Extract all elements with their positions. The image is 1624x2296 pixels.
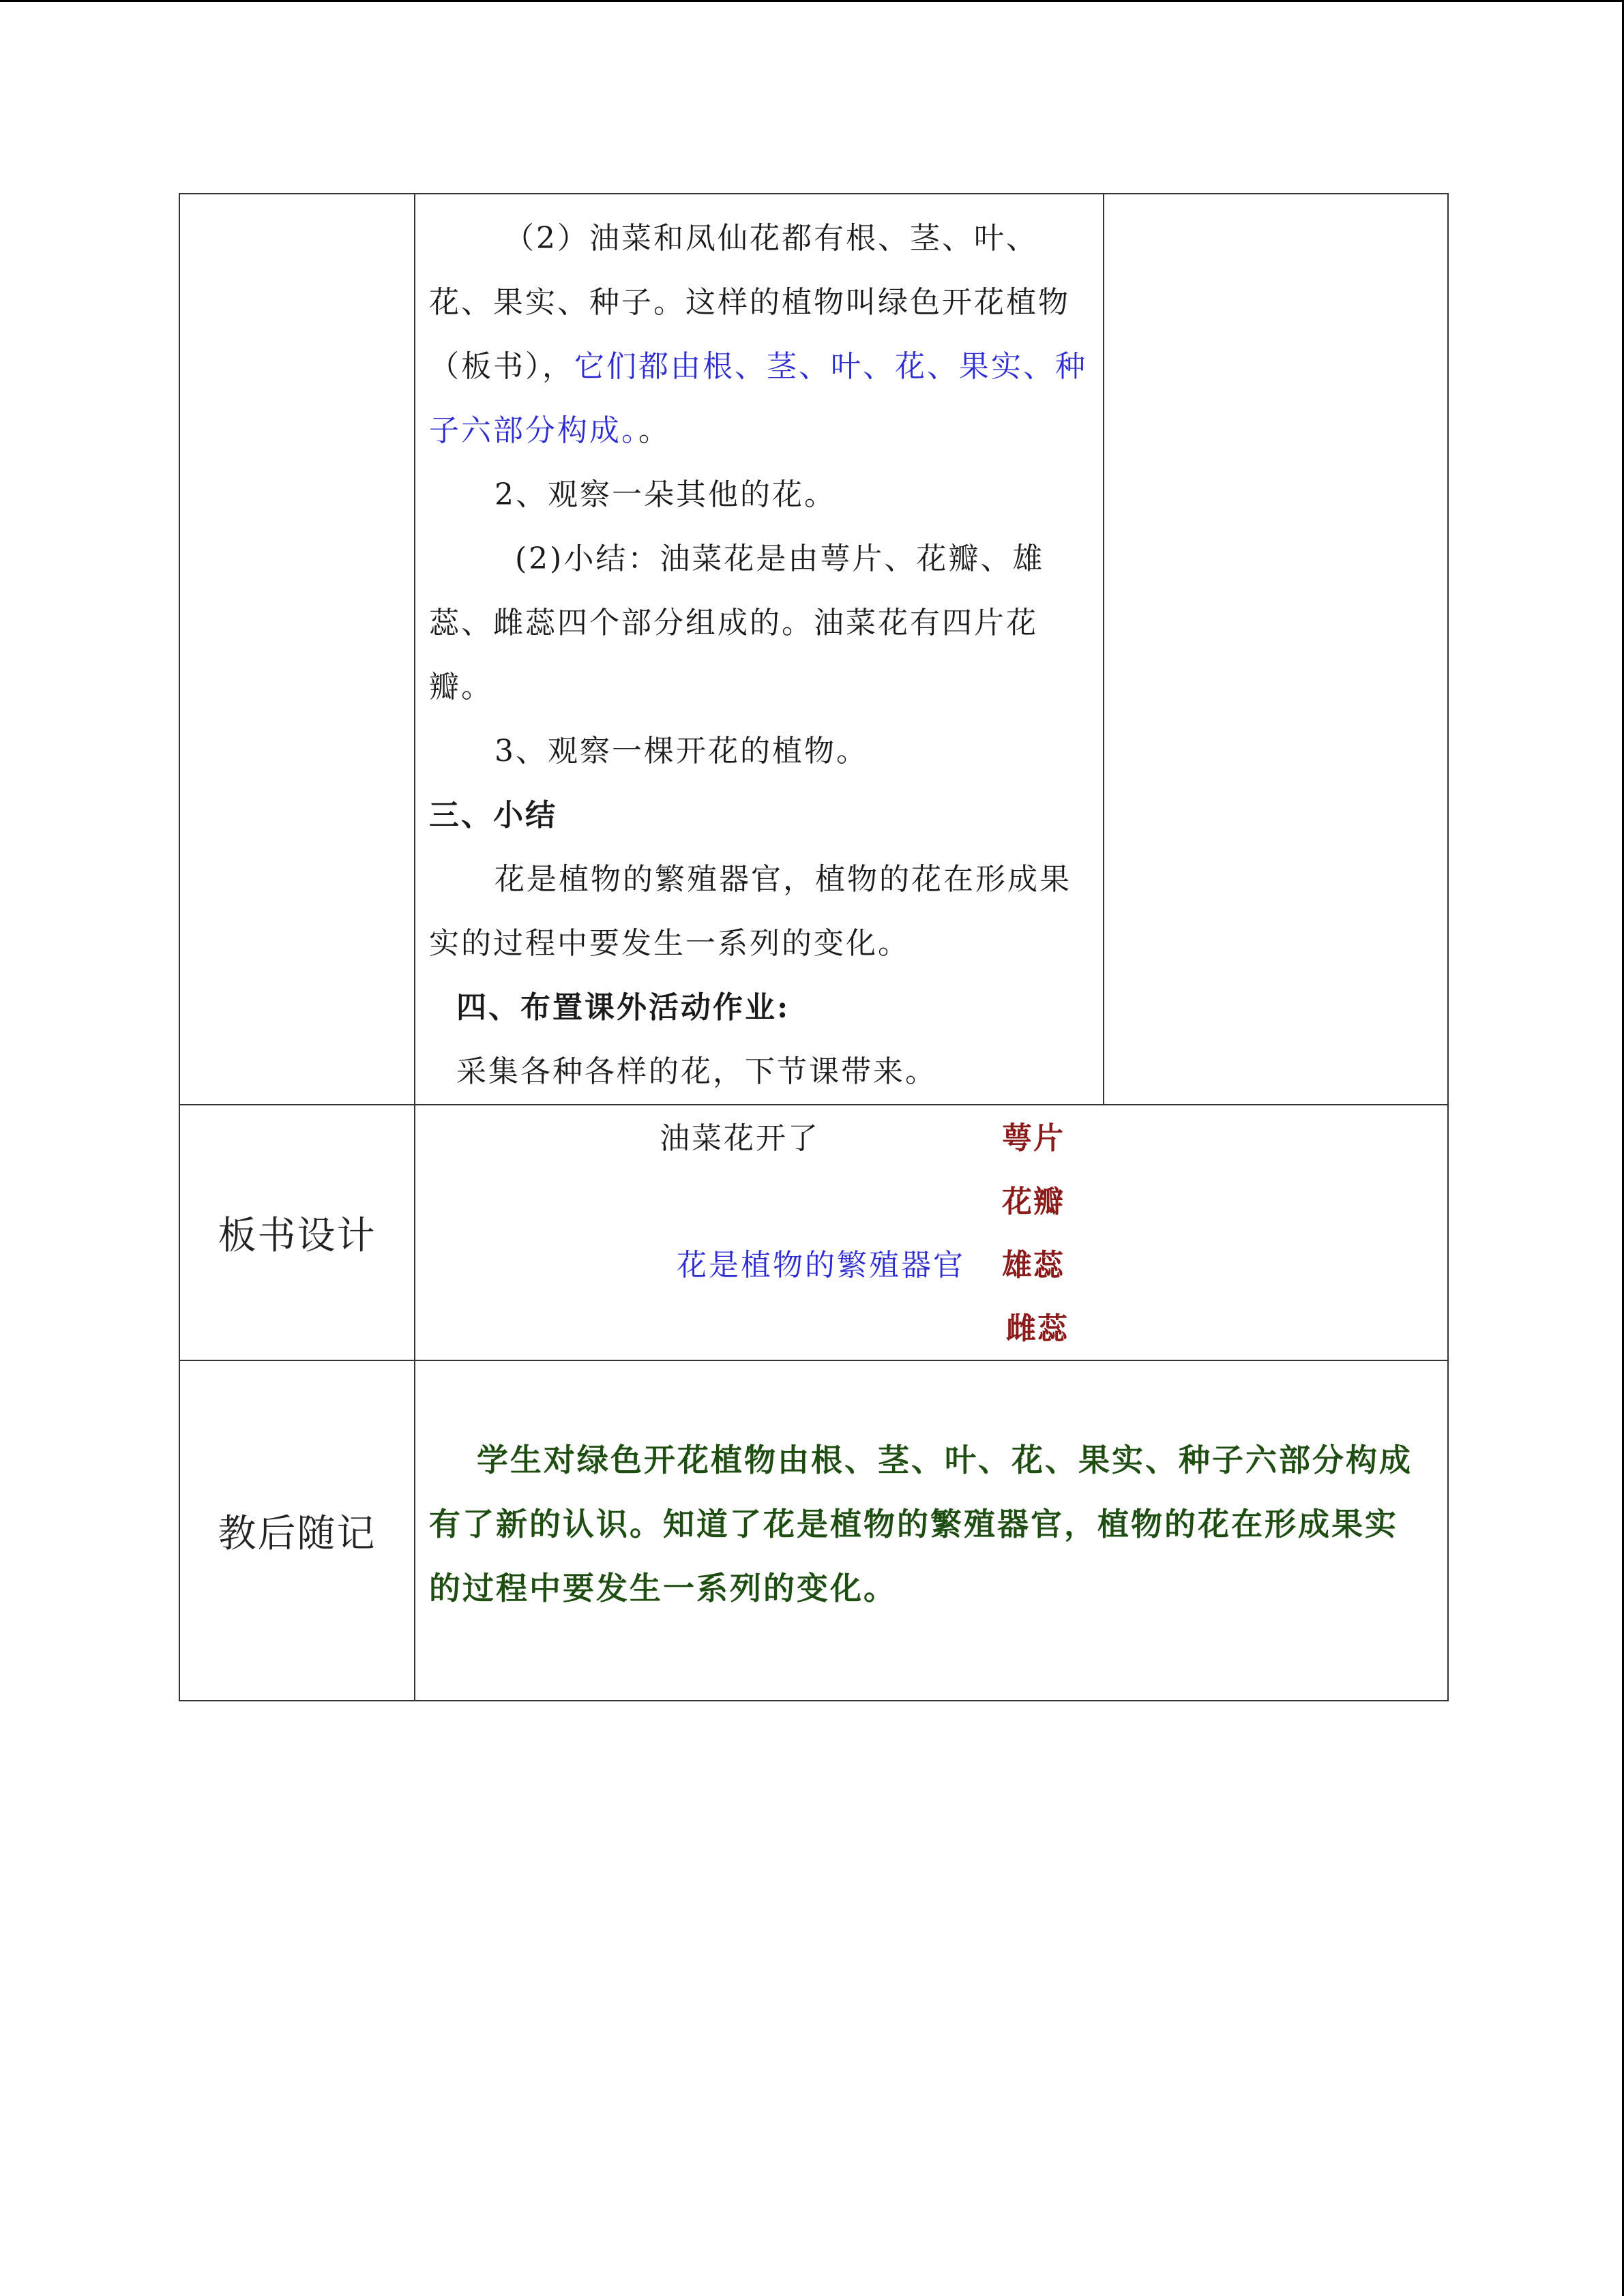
board-part-pistil: 雌蕊 [1006,1311,1069,1346]
board-part-petal: 花瓣 [1002,1184,1065,1219]
process-paragraph-4: 3、观察一棵开花的植物。 [494,734,868,769]
process-paragraph-3: (2)小结：油菜花是由萼片、花瓣、雄蕊、雌蕊四个部分组成的。油菜花有四片花瓣。 [429,541,1045,704]
notes-label: 教后随记 [179,1360,415,1701]
process-content-cell [415,194,1104,1105]
homework-paragraph: 采集各种各样的花，下节课带来。 [456,1054,937,1089]
process-paragraph-2: 2、观察一朵其他的花。 [494,477,836,512]
board-part-sepal: 萼片 [1002,1121,1065,1156]
process-label-cell [179,194,415,1105]
process-paragraph-1: （2）油菜和凤仙花都有根、茎、叶、花、果实、种子。这样的植物叫绿色开花植物（板书），它们都由根、茎、叶、花、果实、种子六部分构成。。 [429,221,1087,448]
notes-text: 学生对绿色开花植物由根、茎、叶、花、果实、种子六部分构成有了新的认识。知道了花是植物的繁殖器官，植物的花在形成果实的过程中要发生一系列的变化。 [429,1442,1413,1607]
lesson-plan-table [179,193,1449,1701]
board-title: 油菜花开了 [660,1121,820,1156]
teaching-process-row [179,194,1448,1105]
page-top-border [0,0,1624,2]
board-slogan: 花是植物的繁殖器官 [677,1248,965,1283]
summary-heading: 三、小结 [429,798,557,833]
notes-cell [415,1360,1448,1701]
board-design-row [179,1105,1448,1360]
six-parts-highlight: 它们都由根、茎、叶、花、果实、种子六部分构成。 [429,349,1087,448]
homework-heading: 四、布置课外活动作业: [456,990,791,1025]
board-part-stamen: 雄蕊 [1002,1248,1065,1283]
process-side-cell [1104,194,1448,1105]
summary-paragraph: 花是植物的繁殖器官，植物的花在形成果实的过程中要发生一系列的变化。 [429,862,1072,961]
post-lesson-notes-row [179,1360,1448,1701]
board-design-label: 板书设计 [179,1105,415,1360]
board-design-cell [415,1105,1448,1360]
